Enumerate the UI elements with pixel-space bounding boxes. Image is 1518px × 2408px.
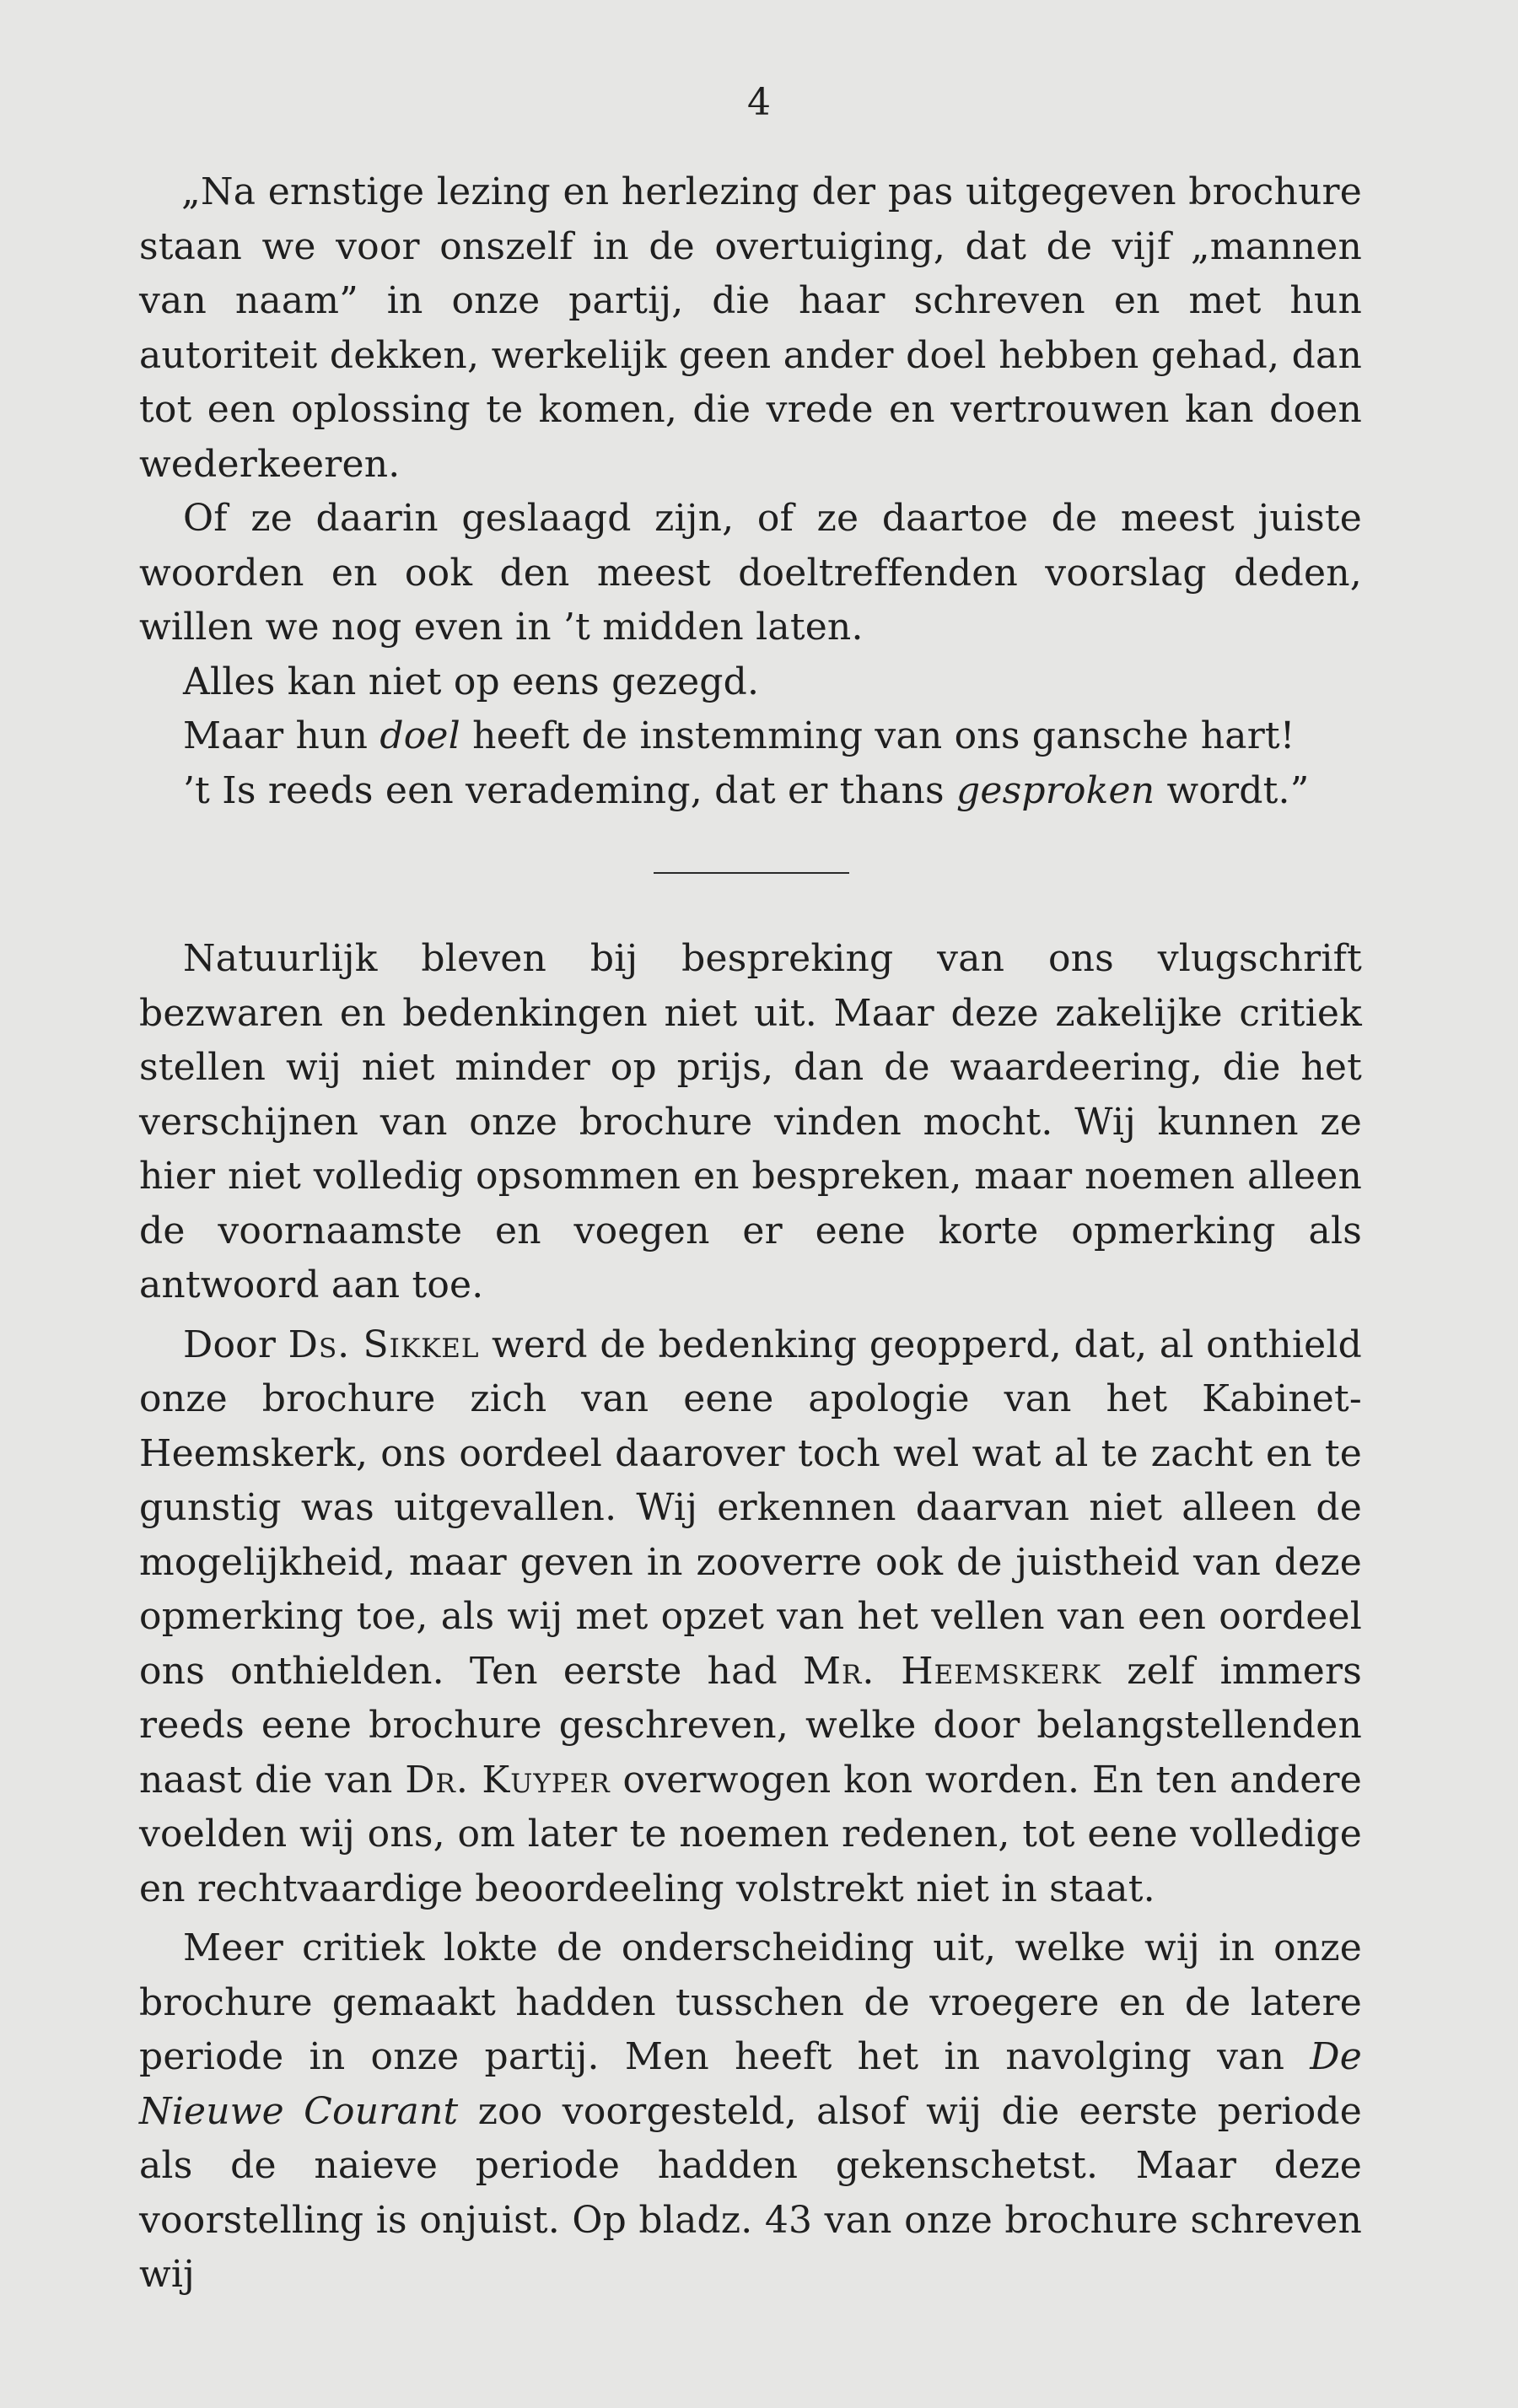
body-paragraph [139, 1318, 1362, 1917]
quote-paragraph: „Na ernstige lezing en herlezing der pas uitgegeven brochure staan we voor onszelf in de overtuiging, dat de vijf „mannen van naam” in onze partij, die haar schreven en met hun autoriteit dekken, werkelijk geen ander doel hebben gehad, dan tot een oplossing te komen, die vrede en vertrouwen kan doen wederkeeren. [139, 170, 1362, 486]
body-paragraph [139, 1921, 1362, 2303]
quote-paragraph [139, 709, 1362, 764]
text-run: Maar hun [183, 714, 380, 757]
text-run: heeft de instemming van ons gansche hart! [460, 714, 1295, 757]
text-run: ’t Is reeds een verademing, dat er thans [183, 768, 956, 812]
text-run: zoo voorgesteld, alsof wij die eerste periode als de naieve periode hadden gekenschetst. Maar deze voorstelling is onjuist. Op bladz. 43 van onze brochure schreven wij [139, 2089, 1363, 2296]
page-number: 4 [747, 81, 771, 124]
italic-text: doel [380, 714, 460, 757]
small-caps-name: Dr. Kuyper [405, 1758, 611, 1802]
quotation-block [139, 165, 1362, 818]
text-run: zelf immers reeds eene brochure geschreven, welke door belangstellenden naast die van [139, 1649, 1363, 1802]
quote-paragraph: Alles kan niet op eens gezegd. [183, 660, 760, 703]
small-caps-name: Mr. Heemskerk [802, 1649, 1102, 1693]
italic-text: De Nieuwe Courant [139, 2035, 1362, 2133]
text-run: overwogen kon worden. En ten andere voelden wij ons, om later te noemen redenen, tot eene volledige en rechtvaardige beoordeeling volstrekt niet in staat. [139, 1758, 1362, 1910]
italic-text: gesproken [955, 768, 1155, 812]
quote-paragraph: Of ze daarin geslaagd zijn, of ze daartoe de meest juiste woorden en ook den meest doeltreffenden voorslag deden, willen we nog even in ’t midden laten. [139, 497, 1362, 649]
small-caps-name: Ds. Sikkel [288, 1323, 480, 1366]
text-run: wordt.” [1155, 768, 1310, 812]
body-paragraph: Natuurlijk bleven bij bespreking van ons vlugschrift bezwaren en bedenkingen niet uit. Maar deze zakelijke critiek stellen wij niet minder op prijs, dan de waardeering, die het verschijnen van onze brochure vinden mocht. Wij kunnen ze hier niet volledig opsommen en bespreken, maar noemen alleen de voornaamste en voegen er eene korte opmerking als antwoord aan toe. [139, 937, 1362, 1306]
text-run: Door [183, 1323, 288, 1366]
quote-paragraph [139, 764, 1362, 819]
body-text [139, 932, 1362, 2303]
section-divider [654, 872, 849, 874]
text-run: werd de bedenking geopperd, dat, al onthield onze brochure zich van eene apologie van het Kabinet-Heemskerk, ons oordeel daarover toch wel wat al te zacht en te gunstig was uitgevallen. Wij erkennen daarvan niet alleen de mogelijkheid, maar geven in zooverre ook de juistheid van deze opmerking toe, als wij met opzet van het vellen van een oordeel ons onthielden. Ten eerste had [139, 1323, 1362, 1693]
text-run: Meer critiek lokte de onderscheiding uit, welke wij in onze brochure gemaakt hadden tusschen de vroegere en de latere periode in onze partij. Men heeft het in navolging van [139, 1926, 1362, 2078]
